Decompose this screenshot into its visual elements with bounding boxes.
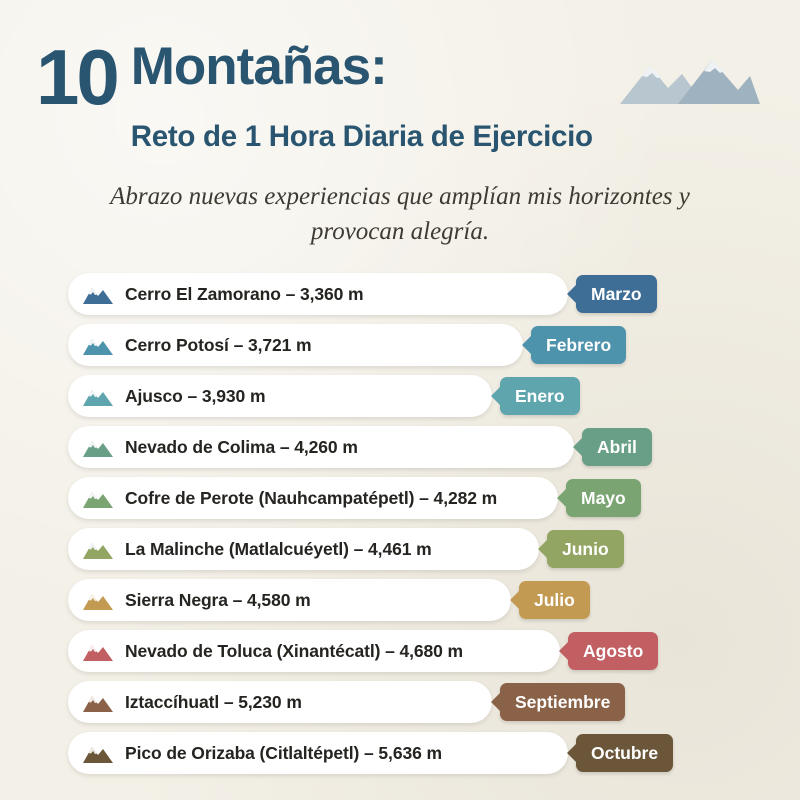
mountain-label: Ajusco – 3,930 m (125, 385, 266, 406)
list-item (68, 426, 774, 468)
mountain-pill[interactable] (68, 324, 523, 366)
mountain-pill[interactable] (68, 681, 492, 723)
mountain-icon (82, 690, 114, 714)
list-item (68, 273, 774, 315)
mountain-list (0, 273, 800, 774)
month-tag-wrap (582, 428, 652, 466)
month-label: Marzo (591, 283, 642, 304)
month-badge[interactable] (500, 377, 580, 415)
month-badge[interactable] (531, 326, 626, 364)
mountain-pill[interactable] (68, 630, 560, 672)
month-badge[interactable] (582, 428, 652, 466)
mountain-icon (82, 333, 114, 357)
list-item (68, 528, 774, 570)
page-title: Montañas: (130, 37, 387, 96)
month-tag-wrap (500, 683, 625, 721)
mountain-icon (82, 435, 114, 459)
month-tag-wrap (576, 734, 673, 772)
month-badge[interactable] (576, 734, 673, 772)
mountain-icon (82, 384, 114, 408)
title-row (36, 33, 764, 154)
list-item (68, 579, 774, 621)
month-tag-wrap (531, 326, 626, 364)
month-badge[interactable] (500, 683, 625, 721)
month-tag-wrap (566, 479, 641, 517)
mountain-icon (82, 588, 114, 612)
list-item (68, 681, 774, 723)
month-badge[interactable] (568, 632, 658, 670)
list-item (68, 630, 774, 672)
month-tag-wrap (568, 632, 658, 670)
mountain-pill[interactable] (68, 477, 558, 519)
mountain-icon (82, 537, 114, 561)
month-badge[interactable] (519, 581, 590, 619)
list-item (68, 375, 774, 417)
mountain-icon (82, 282, 114, 306)
list-item (68, 324, 774, 366)
title-block (130, 37, 764, 154)
month-label: Febrero (546, 334, 612, 355)
month-label: Abril (597, 436, 637, 457)
mountain-pill[interactable] (68, 375, 492, 417)
mountain-label: La Malinche (Matlalcuéyetl) – 4,461 m (125, 538, 432, 559)
mountain-pill[interactable] (68, 732, 568, 774)
mountain-label: Cofre de Perote (Nauhcampatépetl) – 4,282 m (125, 487, 498, 508)
mountain-label: Cerro El Zamorano – 3,360 m (125, 283, 364, 304)
mountain-pill[interactable] (68, 528, 539, 570)
mountain-label: Sierra Negra – 4,580 m (125, 589, 311, 610)
title-main-row (130, 37, 764, 111)
tagline: Abrazo nuevas experiencias que amplían mis horizontes y provocan alegría. (110, 183, 690, 245)
mountain-range-icon (620, 46, 760, 111)
month-label: Agosto (583, 640, 644, 661)
month-tag-wrap (519, 581, 590, 619)
headline-number: 10 (36, 33, 117, 121)
month-label: Enero (515, 385, 565, 406)
month-badge[interactable] (547, 530, 624, 568)
mountain-icon (82, 741, 114, 765)
mountain-pill[interactable] (68, 273, 568, 315)
month-tag-wrap (547, 530, 624, 568)
month-tag-wrap (500, 377, 580, 415)
mountain-label: Nevado de Colima – 4,260 m (125, 436, 358, 457)
header (0, 0, 800, 249)
month-badge[interactable] (566, 479, 641, 517)
mountain-label: Cerro Potosí – 3,721 m (125, 334, 312, 355)
mountain-label: Nevado de Toluca (Xinantécatl) – 4,680 m (125, 640, 464, 661)
month-tag-wrap (576, 275, 657, 313)
mountain-icon (82, 639, 114, 663)
page-subtitle: Reto de 1 Hora Diaria de Ejercicio (130, 120, 593, 153)
mountain-pill[interactable] (68, 579, 511, 621)
month-badge[interactable] (576, 275, 657, 313)
month-label: Septiembre (515, 691, 611, 712)
mountain-label: Iztaccíhuatl – 5,230 m (125, 691, 302, 712)
mountain-pill[interactable] (68, 426, 574, 468)
mountain-icon (82, 486, 114, 510)
mountain-label: Pico de Orizaba (Citlaltépetl) – 5,636 m (125, 742, 442, 763)
month-label: Mayo (581, 487, 626, 508)
month-label: Julio (534, 589, 575, 610)
list-item (68, 732, 774, 774)
month-label: Octubre (591, 742, 659, 763)
month-label: Junio (562, 538, 609, 559)
list-item (68, 477, 774, 519)
